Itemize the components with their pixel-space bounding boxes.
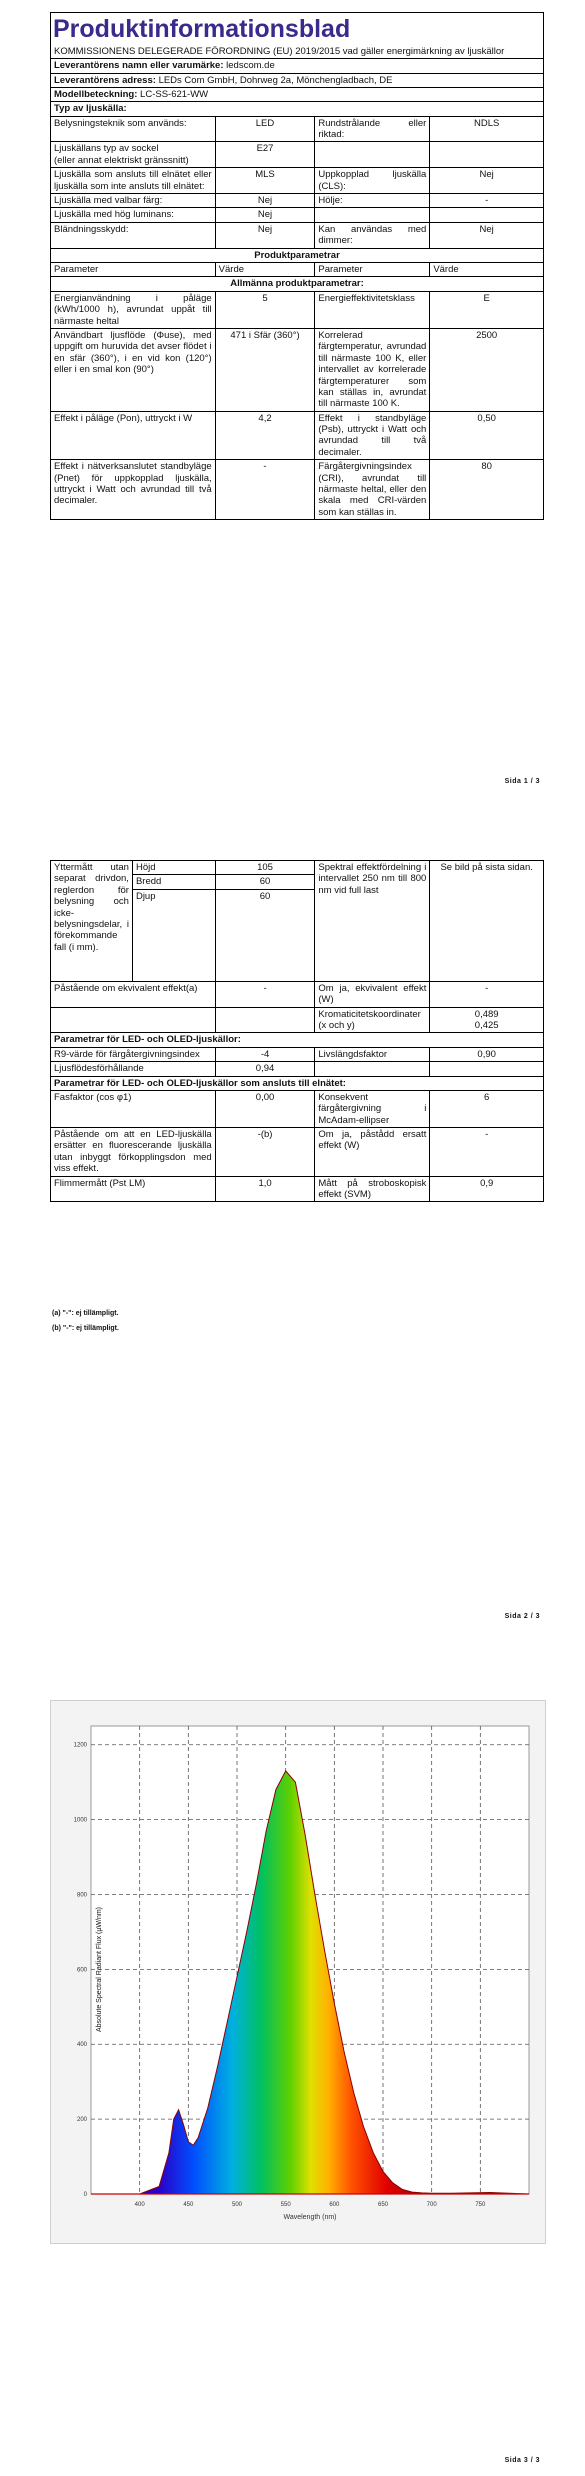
x-tick-label: 550: [280, 2202, 291, 2208]
dim-value-width: 60: [215, 875, 315, 889]
type-row: [51, 194, 544, 208]
type-param-label-2: Hölje:: [315, 194, 430, 208]
mains-param-label-2: Om ja, påstådd ersatt effekt (W): [315, 1128, 430, 1177]
p2-param-value: [215, 1007, 315, 1033]
spectrum-plot: [51, 1701, 545, 2243]
type-param-label: Ljuskälla med valbar färg:: [51, 194, 216, 208]
type-row: [51, 222, 544, 248]
dim-value-height: 105: [215, 861, 315, 875]
y-tick-label: 200: [76, 2117, 87, 2124]
mains-param-label: Fasfaktor (cos φ1): [51, 1090, 216, 1127]
general-param-value-2: 0,50: [430, 411, 544, 460]
mains-row: [51, 1176, 544, 1202]
led-param-value-2: [430, 1062, 544, 1076]
general-param-label: Effekt i påläge (Pon), uttryckt i W: [51, 411, 216, 460]
dim-key-depth: Djup: [132, 889, 215, 981]
type-param-value: LED: [215, 116, 315, 142]
y-tick-label: 800: [76, 1892, 87, 1899]
y-tick-label: 600: [76, 1967, 87, 1974]
type-row: [51, 116, 544, 142]
x-tick-label: 400: [134, 2202, 145, 2208]
product-info-table-page-1: [50, 12, 544, 520]
general-param-label: Användbart ljusflöde (Φuse), med uppgift om huruvida det avser flödet i en sfär (360°), i en vid kon (120°) eller i en smal kon (90°): [51, 328, 216, 411]
type-param-label: Ljuskälla med hög luminans:: [51, 208, 216, 222]
x-tick-label: 650: [377, 2202, 389, 2208]
col-param-2: Parameter: [315, 263, 430, 277]
page-title: Produktinformationsblad: [51, 13, 544, 45]
p2-row: [51, 981, 544, 1007]
supplier-address-value: LEDs Com GmbH, Dohrweg 2a, Mönchengladbach, DE: [158, 74, 393, 86]
general-param-value: -: [215, 460, 315, 520]
p2-param-label: [51, 1007, 216, 1033]
p2-row: [51, 1007, 544, 1033]
type-param-value-2: [430, 208, 544, 222]
type-param-value-2: Nej: [430, 222, 544, 248]
mains-param-label: Flimmermått (Pst LM): [51, 1176, 216, 1202]
p2-param-value-2: 0,489 0,425: [430, 1007, 544, 1033]
mains-param-value: 1,0: [215, 1176, 315, 1202]
mains-param-value-2: 6: [430, 1090, 544, 1127]
type-param-value-2: -: [430, 194, 544, 208]
footnote-a: (a) "-": ej tillämpligt.: [52, 1310, 119, 1317]
dim-key-height: Höjd: [132, 861, 215, 875]
led-param-label-2: [315, 1062, 430, 1076]
general-param-label-2: Färgåtergivningsindex (CRI), avrundat till närmaste heltal, eller den skala med CRI-värden som kan ställas in.: [315, 460, 430, 520]
mains-header: Parametrar för LED- och OLED-ljuskällor som ansluts till elnätet:: [51, 1076, 544, 1090]
page-number-3: Sida 3 / 3: [504, 2457, 540, 2464]
supplier-address-label: Leverantörens adress:: [54, 74, 156, 86]
p2-param-value: -: [215, 981, 315, 1007]
footnote-b: (b) "-": ej tillämpligt.: [52, 1325, 119, 1332]
params-header: Produktparametrar: [51, 248, 544, 262]
y-tick-label: 400: [76, 2042, 87, 2049]
model-value: LC-SS-621-WW: [140, 88, 209, 100]
type-param-label-2: Uppkopplad ljuskälla (CLS):: [315, 168, 430, 194]
supplier-address-row: [51, 73, 544, 87]
x-tick-label: 600: [329, 2202, 340, 2208]
general-row: [51, 411, 544, 460]
type-param-label: Ljuskälla som ansluts till elnätet eller ljuskälla som inte ansluts till elnätet:: [51, 168, 216, 194]
general-param-label-2: Effekt i standbyläge (Psb), uttryckt i Watt och avrundad till två decimaler.: [315, 411, 430, 460]
led-param-label: Ljusflödesförhållande: [51, 1062, 216, 1076]
y-tick-label: 1200: [73, 1742, 87, 1749]
type-header: Typ av ljuskälla:: [51, 102, 544, 116]
type-param-label-2: [315, 142, 430, 168]
general-header: Allmänna produktparametrar:: [51, 277, 544, 291]
led-param-value: -4: [215, 1047, 315, 1061]
mains-param-value: -(b): [215, 1128, 315, 1177]
led-row: [51, 1062, 544, 1076]
spectral-label: Spektral effektfördelning i intervallet 250 nm till 800 nm vid full last: [315, 861, 430, 982]
mains-param-label-2: Mått på stroboskopisk effekt (SVM): [315, 1176, 430, 1202]
type-param-label: Belysningsteknik som används:: [51, 116, 216, 142]
p2-param-label: Påstående om ekvivalent effekt(a): [51, 981, 216, 1007]
general-param-value: 5: [215, 291, 315, 328]
dimensions-label: Yttermått utan separat drivdon, reglerdon för belysning och icke-belysningsdelar, i förekommande fall (i mm).: [51, 861, 133, 982]
spectral-distribution-chart: [50, 1700, 546, 2244]
type-row: [51, 168, 544, 194]
type-row: [51, 208, 544, 222]
mains-param-value-2: 0,9: [430, 1176, 544, 1202]
general-param-label: Energianvändning i påläge (kWh/1000 h), avrundat uppåt till närmaste heltal: [51, 291, 216, 328]
general-param-label: Effekt i nätverksanslutet standbyläge (Pnet) för uppkopplad ljuskälla, uttryckt i Watt och avrundad till två decimaler.: [51, 460, 216, 520]
type-param-label-2: Kan användas med dimmer:: [315, 222, 430, 248]
type-param-value: Nej: [215, 194, 315, 208]
product-info-table-page-2: [50, 860, 544, 1202]
x-tick-label: 450: [183, 2202, 194, 2208]
general-row: [51, 460, 544, 520]
p2-param-label-2: Om ja, ekvivalent effekt (W): [315, 981, 430, 1007]
type-param-value: Nej: [215, 208, 315, 222]
dim-value-depth: 60: [215, 889, 315, 981]
x-tick-label: 750: [475, 2202, 486, 2208]
general-param-label-2: Korrelerad färgtemperatur, avrundad till närmaste 100 K, eller intervallet av korrelerade färgtemperaturer som kan ställas in, avrundat till närmaste 100 K.: [315, 328, 430, 411]
supplier-name-row: [51, 59, 544, 73]
model-row: [51, 87, 544, 101]
mains-row: [51, 1090, 544, 1127]
type-param-label: Ljuskällans typ av sockel (eller annat elektriskt gränssnitt): [51, 142, 216, 168]
y-tick-label: 1000: [73, 1817, 87, 1824]
p2-param-label-2: Kromaticitetskoordinater (x och y): [315, 1007, 430, 1033]
page-number-2: Sida 2 / 3: [504, 1613, 540, 1620]
type-row: [51, 142, 544, 168]
general-param-value: 4,2: [215, 411, 315, 460]
led-param-label-2: Livslängdsfaktor: [315, 1047, 430, 1061]
type-param-value: MLS: [215, 168, 315, 194]
led-header: Parametrar för LED- och OLED-ljuskällor:: [51, 1033, 544, 1047]
regulation-subtitle: KOMMISSIONENS DELEGERADE FÖRORDNING (EU) 2019/2015 vad gäller energimärkning av ljuskällor: [51, 45, 544, 59]
general-row: [51, 328, 544, 411]
p2-param-value-2: -: [430, 981, 544, 1007]
y-tick-label: 0: [83, 2192, 87, 2198]
x-tick-label: 700: [426, 2202, 437, 2208]
mains-param-label: Påstående om att en LED-ljuskälla ersätter en fluorescerande ljuskälla utan inbyggt förkopplingsdon med viss effekt.: [51, 1128, 216, 1177]
mains-param-value-2: -: [430, 1128, 544, 1177]
x-axis-title: Wavelength (nm): [283, 2214, 337, 2221]
led-row: [51, 1047, 544, 1061]
x-tick-label: 500: [231, 2202, 243, 2208]
led-param-value: 0,94: [215, 1062, 315, 1076]
type-param-label-2: [315, 208, 430, 222]
y-axis-title: Absolute Spectral Radiant Flux (µW/nm): [96, 1906, 104, 2033]
dim-key-width: Bredd: [132, 875, 215, 889]
col-value-1: Värde: [215, 263, 315, 277]
type-param-value-2: NDLS: [430, 116, 544, 142]
mains-param-label-2: Konsekvent färgåtergivning i McAdam-ellipser: [315, 1090, 430, 1127]
general-param-value-2: 80: [430, 460, 544, 520]
type-param-value: Nej: [215, 222, 315, 248]
general-param-label-2: Energieffektivitetsklass: [315, 291, 430, 328]
type-param-label: Bländningsskydd:: [51, 222, 216, 248]
type-param-value-2: [430, 142, 544, 168]
general-param-value-2: E: [430, 291, 544, 328]
led-param-value-2: 0,90: [430, 1047, 544, 1061]
general-param-value: 471 i Sfär (360°): [215, 328, 315, 411]
col-value-2: Värde: [430, 263, 544, 277]
general-param-value-2: 2500: [430, 328, 544, 411]
page-number-1: Sida 1 / 3: [504, 778, 540, 785]
col-param-1: Parameter: [51, 263, 216, 277]
type-param-label-2: Rundstrålande eller riktad:: [315, 116, 430, 142]
supplier-name-value: ledscom.de: [226, 60, 275, 72]
general-row: [51, 291, 544, 328]
type-param-value-2: Nej: [430, 168, 544, 194]
led-param-label: R9-värde för färgåtergivningsindex: [51, 1047, 216, 1061]
spectral-value: Se bild på sista sidan.: [430, 861, 544, 982]
mains-row: [51, 1128, 544, 1177]
model-label: Modellbeteckning:: [54, 88, 138, 100]
mains-param-value: 0,00: [215, 1090, 315, 1127]
type-param-value: E27: [215, 142, 315, 168]
supplier-name-label: Leverantörens namn eller varumärke:: [54, 60, 224, 72]
